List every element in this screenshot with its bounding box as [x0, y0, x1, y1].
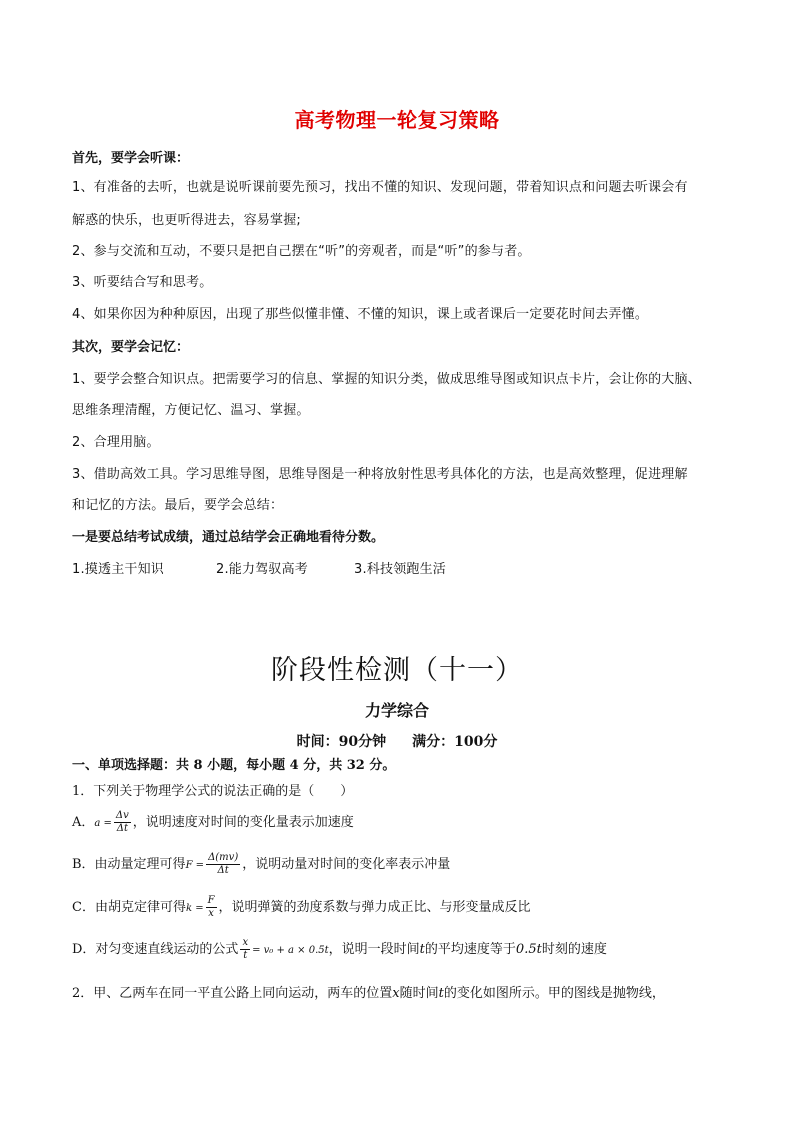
paragraph-line: 3、听要结合写和思考。	[72, 275, 213, 290]
formula-fraction: $\frac{\Delta v}{\Delta t}$	[115, 810, 129, 834]
section-single-choice: 一、单项选择题：共 8 小题，每小题 4 分，共 32 分。	[72, 758, 396, 773]
formula-fraction: $\frac{F}{x}$	[207, 895, 215, 919]
paragraph-line: 1、要学会整合知识点。把需要学习的信息、掌握的知识分类，做成思维导图或知识点卡片，会让你的大脑、	[72, 372, 701, 387]
exam-time-score	[0, 731, 794, 751]
formula-lhs: k =	[185, 903, 204, 914]
exam-subtitle: 力学综合	[364, 701, 429, 720]
strategy-title: 高考物理一轮复习策略	[294, 108, 500, 132]
question-2-stem: 2．甲、乙两车在同一平直公路上同向运动，两车的位置x随时间t的变化如图所示。甲的图线是抛物线，	[72, 986, 665, 1001]
paragraph-line: 3、借助高效工具。学习思维导图，思维导图是一种将放射性思考具体化的方法，也是高效整理，促进理解	[72, 467, 688, 482]
exam-time: 时间：90分钟	[296, 734, 387, 750]
formula-fraction: $\frac{x}{t}$	[242, 937, 249, 961]
paragraph-line: 思维条理清醒，方便记忆、温习、掌握。	[72, 403, 310, 418]
tip-item: 2.能力驾驭高考	[216, 562, 309, 577]
section-heading-memory: 其次，要学会记忆：	[72, 340, 190, 355]
question-1-option-a: A．a = $\frac{\Delta v}{\Delta t}$ ，说明速度对时间的变化量表示加速度	[72, 810, 354, 834]
paragraph-line: 和记忆的方法。最后，要学会总结：	[72, 498, 284, 513]
paragraph-line: 解惑的快乐，也更听得进去，容易掌握;	[72, 213, 301, 228]
question-1-option-b: B．由动量定理可得F = $\frac{\Delta(mv)}{\Delta t}$ ，说明动量对时间的变化率表示冲量	[72, 852, 451, 876]
tip-item: 3.科技领跑生活	[354, 562, 447, 577]
section-heading-summary: 一是要总结考试成绩，通过总结学会正确地看待分数。	[72, 530, 385, 545]
question-1-option-c: C．由胡克定律可得k = $\frac{F}{x}$ ，说明弹簧的劲度系数与弹力成正比、与形变量成反比	[72, 895, 531, 919]
paragraph-line: 2、合理用脑。	[72, 435, 160, 450]
section-heading-listen: 首先，要学会听课：	[72, 151, 190, 166]
formula-lhs: F =	[185, 860, 205, 871]
question-1-stem: 1．下列关于物理学公式的说法正确的是（ ）	[72, 784, 354, 799]
formula-fraction: $\frac{\Delta(mv)}{\Delta t}$	[208, 852, 239, 876]
formula-lhs: a =	[94, 818, 112, 829]
exam-score: 满分：100分	[412, 734, 498, 750]
tips-row	[72, 558, 446, 577]
paragraph-line: 4、如果你因为种种原因，出现了那些似懂非懂、不懂的知识，课上或者课后一定要花时间去弄懂。	[72, 307, 649, 322]
exam-title: 阶段性检测（十一）	[271, 655, 523, 686]
paragraph-line: 1、有准备的去听，也就是说听课前要先预习，找出不懂的知识、发现问题，带着知识点和问题去听课会有	[72, 180, 688, 195]
tip-item: 1.摸透主干知识	[72, 562, 165, 577]
question-1-option-d: D．对匀变速直线运动的公式 $\frac{x}{t}$ = v₀ + a × 0.5t，说明一段时间t的平均速度等于0.5t时刻的速度	[72, 937, 607, 961]
paragraph-line: 2、参与交流和互动，不要只是把自己摆在“听”的旁观者，而是“听”的参与者。	[72, 244, 531, 259]
formula-rhs: = v₀ + a × 0.5t	[252, 945, 329, 956]
